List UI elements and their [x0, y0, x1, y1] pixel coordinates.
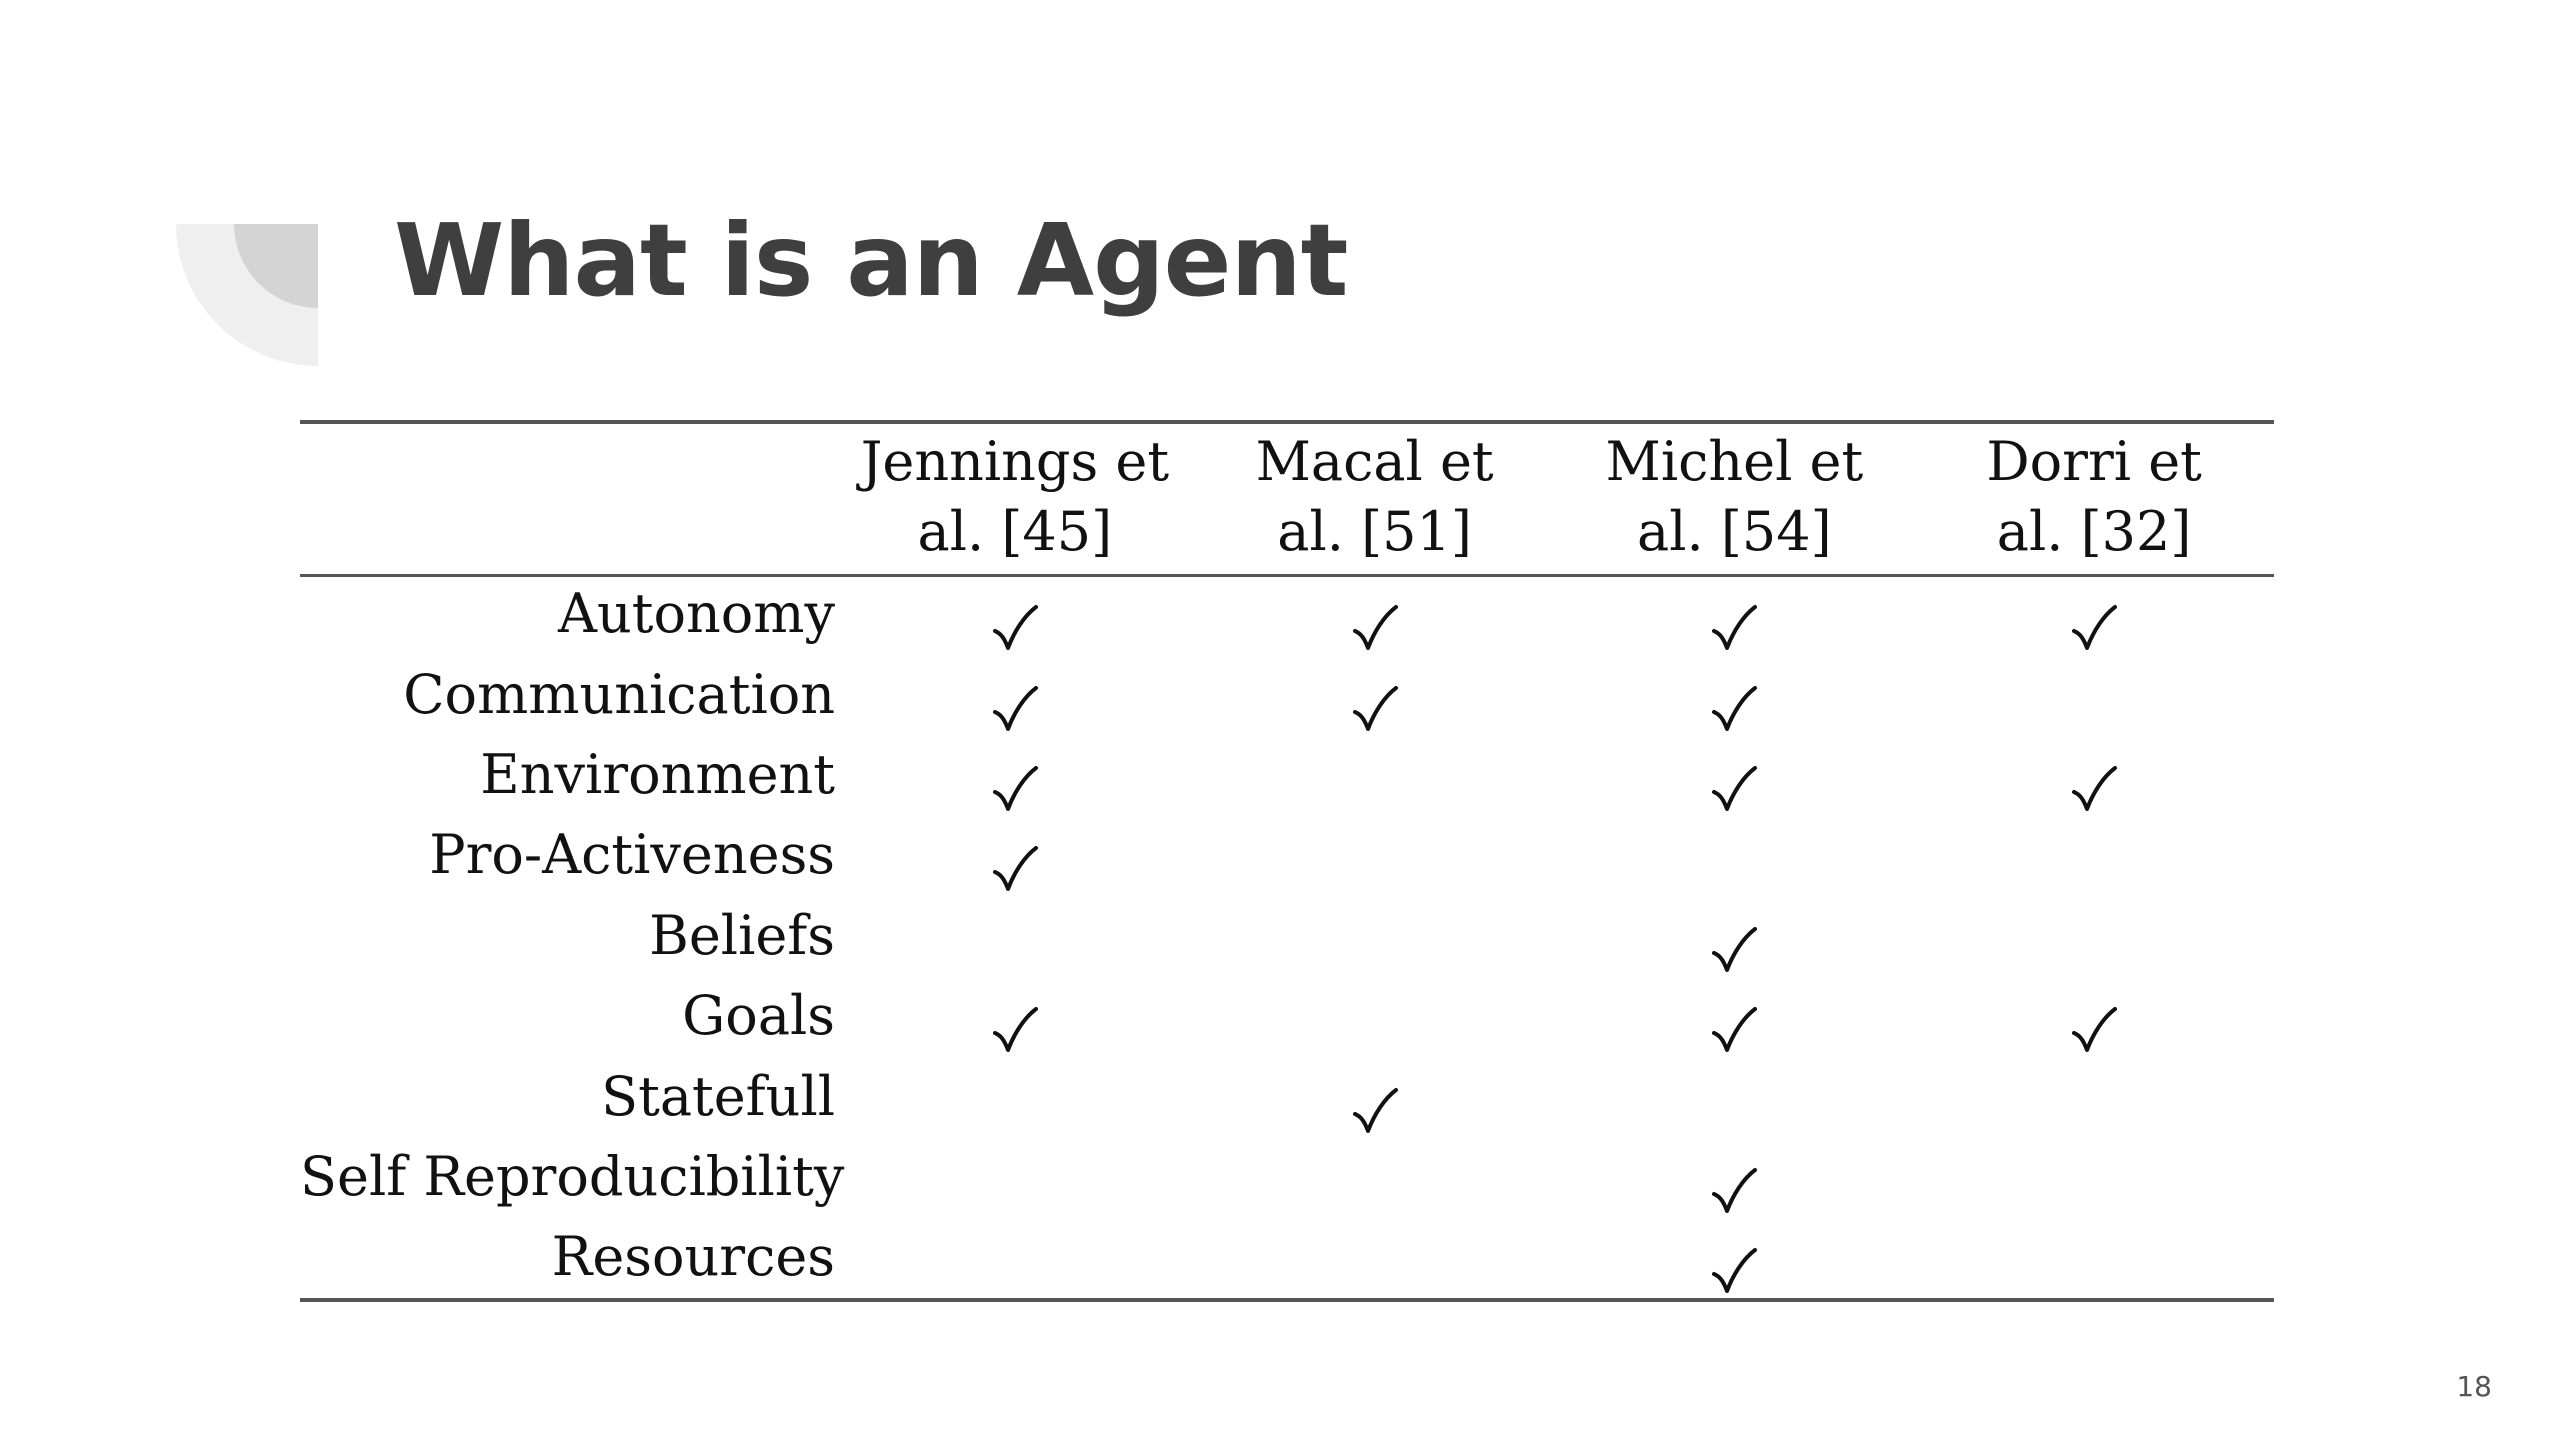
table-cell	[1555, 574, 1915, 654]
checkmark-icon	[1711, 996, 1757, 1044]
column-header-line2: al. [54]	[1637, 500, 1832, 563]
table-cell	[1555, 1137, 1915, 1217]
table-cell	[1914, 896, 2274, 976]
column-header-line1: Jennings et	[860, 430, 1170, 493]
row-label: Pro-Activeness	[429, 823, 835, 887]
table-header-rule	[300, 574, 2274, 577]
table-cell	[1555, 1217, 1915, 1297]
table-cell	[1555, 654, 1915, 734]
table-row	[300, 976, 2274, 1056]
checkmark-icon	[992, 594, 1038, 642]
column-header-line2: al. [45]	[917, 500, 1113, 563]
table-cell	[1914, 976, 2274, 1056]
row-label: Self Reproducibility	[300, 1144, 845, 1208]
row-label: Resources	[551, 1225, 835, 1289]
table-cell	[835, 574, 1195, 654]
table-cell	[835, 976, 1195, 1056]
checkmark-icon	[992, 755, 1038, 803]
row-label: Environment	[480, 742, 835, 806]
checkmark-icon	[992, 996, 1038, 1044]
table-cell	[1195, 654, 1555, 734]
table-header-row	[300, 420, 2274, 574]
page-number: 18	[2456, 1370, 2492, 1403]
column-header-line1: Michel et	[1605, 430, 1864, 493]
table-cell	[1914, 815, 2274, 895]
table-row	[300, 815, 2274, 895]
column-header	[835, 420, 1195, 574]
table-cell	[1555, 815, 1915, 895]
column-header	[1195, 420, 1555, 574]
table-cell	[1914, 1217, 2274, 1297]
table-cell	[1195, 1137, 1555, 1217]
table-row	[300, 1056, 2274, 1136]
table-cell	[835, 654, 1195, 734]
header-corner	[300, 420, 835, 574]
column-header	[1914, 420, 2274, 574]
checkmark-icon	[1711, 755, 1757, 803]
checkmark-icon	[2071, 996, 2117, 1044]
column-header-line2: al. [32]	[1996, 500, 2192, 563]
table-row	[300, 1217, 2274, 1297]
checkmark-icon	[2071, 755, 2117, 803]
row-label: Goals	[682, 984, 835, 1048]
table-bottom-rule	[300, 1298, 2274, 1302]
table-cell	[1195, 1217, 1555, 1297]
table-cell	[1555, 896, 1915, 976]
checkmark-icon	[1352, 1077, 1398, 1125]
checkmark-icon	[992, 675, 1038, 723]
table-cell	[835, 896, 1195, 976]
table-cell	[1914, 735, 2274, 815]
table-cell	[1195, 976, 1555, 1056]
checkmark-icon	[1352, 594, 1398, 642]
table-cell	[1195, 815, 1555, 895]
table-cell	[1195, 896, 1555, 976]
table-row	[300, 654, 2274, 734]
agent-properties-table	[300, 420, 2274, 1298]
column-header	[1555, 420, 1915, 574]
table-cell	[835, 1137, 1195, 1217]
table-cell	[835, 1217, 1195, 1297]
checkmark-icon	[1711, 916, 1757, 964]
row-label: Communication	[403, 662, 835, 726]
row-label: Autonomy	[558, 582, 835, 646]
column-header-line1: Dorri et	[1986, 430, 2202, 493]
table-cell	[1195, 735, 1555, 815]
row-label: Statefull	[601, 1064, 835, 1128]
checkmark-icon	[1711, 1237, 1757, 1285]
table-cell	[835, 735, 1195, 815]
table-cell	[1555, 976, 1915, 1056]
table-cell	[1195, 1056, 1555, 1136]
checkmark-icon	[1352, 675, 1398, 723]
decorative-quarter-circle-icon	[176, 224, 318, 366]
table-row	[300, 574, 2274, 654]
checkmark-icon	[1711, 675, 1757, 723]
row-label: Beliefs	[649, 903, 835, 967]
page-title: What is an Agent	[394, 202, 1348, 319]
checkmark-icon	[992, 835, 1038, 883]
table-row	[300, 1137, 2274, 1217]
table-cell	[1555, 1056, 1915, 1136]
column-header-line1: Macal et	[1255, 430, 1494, 493]
table-cell	[1195, 574, 1555, 654]
table-cell	[1914, 1137, 2274, 1217]
table-cell	[1555, 735, 1915, 815]
table-cell	[835, 815, 1195, 895]
table-row	[300, 735, 2274, 815]
table-cell	[1914, 574, 2274, 654]
column-header-line2: al. [51]	[1277, 500, 1472, 563]
table-cell	[1914, 654, 2274, 734]
checkmark-icon	[1711, 594, 1757, 642]
table-cell	[835, 1056, 1195, 1136]
checkmark-icon	[2071, 594, 2117, 642]
checkmark-icon	[1711, 1157, 1757, 1205]
table-body	[300, 574, 2274, 1298]
table-cell	[1914, 1056, 2274, 1136]
table-row	[300, 896, 2274, 976]
